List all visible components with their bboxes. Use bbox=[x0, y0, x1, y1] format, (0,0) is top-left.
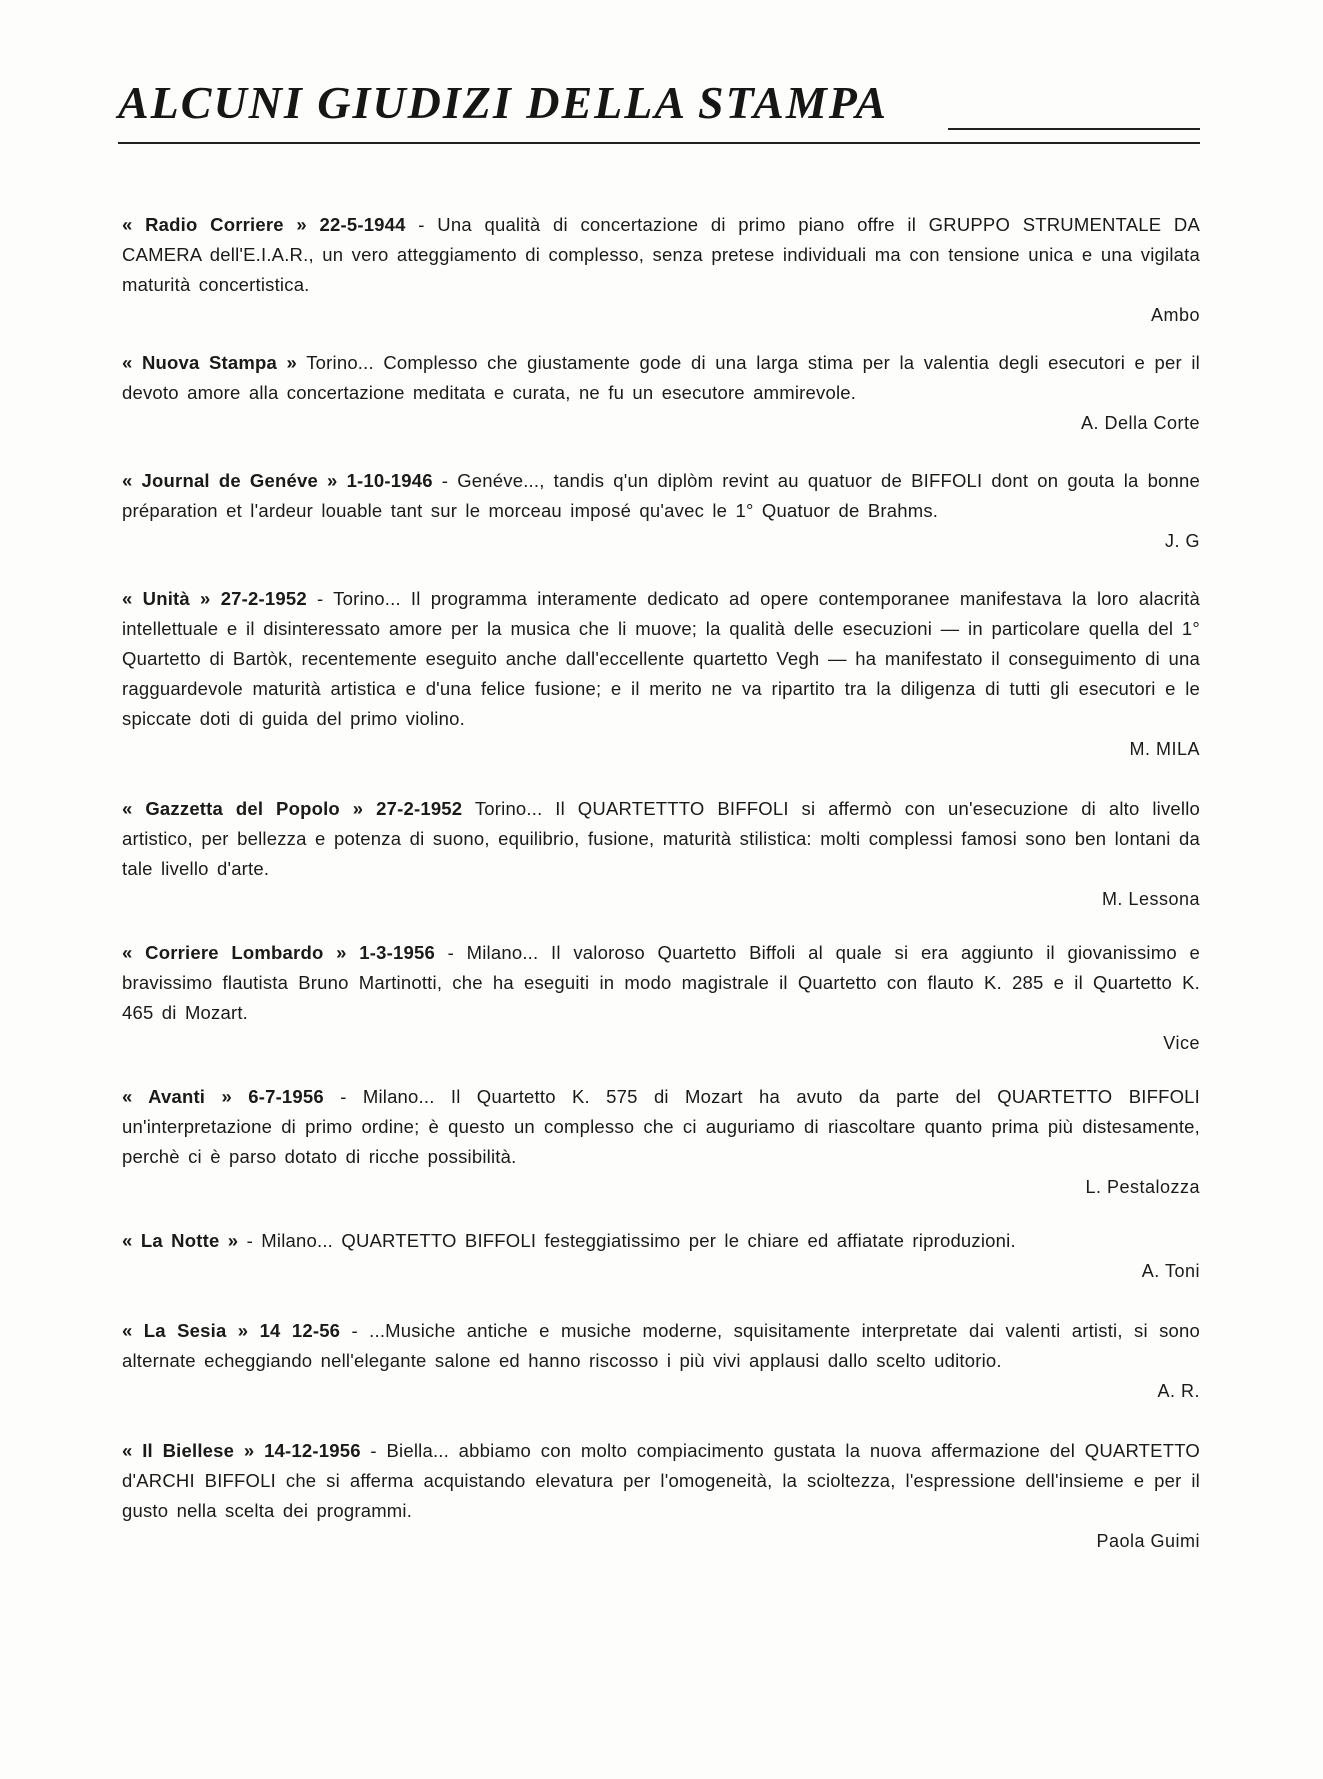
review-date: 22-5-1944 bbox=[319, 214, 406, 235]
review-source: « Il Biellese » bbox=[122, 1440, 255, 1461]
header-rule bbox=[118, 142, 1200, 144]
page-title: ALCUNI GIUDIZI DELLA STAMPA bbox=[118, 77, 889, 128]
review-body: - Una qualità di concertazione di primo piano offre il GRUPPO STRUMENTALE DA CAMERA dell'E.I.A.R., un vero atteggiamento di complesso, senza pretese individuali ma con tensione unica e una vigilata maturità concertistica. bbox=[122, 214, 1200, 295]
review-item bbox=[122, 1082, 1200, 1226]
review-text-block bbox=[122, 466, 1200, 526]
review-date: 1-3-1956 bbox=[359, 942, 435, 963]
review-body: - Genéve..., tandis q'un diplòm revint au quatuor de BIFFOLI dont on gouta la bonne préparation et l'ardeur louable tant sur le morceau imposé qu'avec le 1° Quatuor de Brahms. bbox=[122, 470, 1201, 521]
review-text-block bbox=[122, 1082, 1200, 1172]
review-source: « Gazzetta del Popolo » bbox=[122, 798, 364, 819]
review-body: - ...Musiche antiche e musiche moderne, squisitamente interpretate dai valenti artisti, si sono alternate echeggiando nell'elegante salone ed hanno riscosso i più vivi applausi dallo scelto uditorio. bbox=[122, 1320, 1200, 1371]
review-author: Paola Guimi bbox=[1096, 1531, 1200, 1551]
review-item bbox=[122, 348, 1200, 466]
review-date: 27-2-1952 bbox=[376, 798, 463, 819]
review-item bbox=[122, 938, 1200, 1082]
review-text-block bbox=[122, 1316, 1200, 1376]
header bbox=[118, 76, 1198, 156]
review-item bbox=[122, 584, 1200, 794]
review-source: « Avanti » bbox=[122, 1086, 232, 1107]
review-date: 27-2-1952 bbox=[220, 588, 307, 609]
review-date: 14 12-56 bbox=[259, 1320, 341, 1341]
review-body: Torino... Complesso che giustamente gode di una larga stima per la valentia degli esecutori e per il devoto amore alla concertazione meditata e curata, ne fu un esecutore ammirevole. bbox=[122, 352, 1200, 403]
review-source: « La Notte » bbox=[122, 1230, 239, 1251]
review-author: L. Pestalozza bbox=[1085, 1177, 1200, 1197]
review-author: M. Lessona bbox=[1101, 889, 1200, 909]
review-date: 6-7-1956 bbox=[248, 1086, 324, 1107]
review-body: - Biella... abbiamo con molto compiacimento gustata la nuova affermazione del QUARTETTO d'ARCHI BIFFOLI che si afferma acquistando elevatura per l'omogeneità, la scioltezza, l'espressione dell'insieme e per il gusto nella scelta dei programmi. bbox=[122, 1440, 1200, 1521]
review-item bbox=[122, 1316, 1200, 1436]
review-text-block bbox=[122, 938, 1200, 1028]
review-source: « Journal de Genéve » bbox=[122, 470, 338, 491]
review-date: 1-10-1946 bbox=[346, 470, 433, 491]
review-author: Ambo bbox=[1150, 305, 1200, 325]
review-body: - Milano... Il valoroso Quartetto Biffoli al quale si era aggiunto il giovanissimo e bravissimo flautista Bruno Martinotti, che ha eseguiti in modo magistrale il Quartetto con flauto K. 285 e il Quartetto K. 465 di Mozart. bbox=[122, 942, 1200, 1023]
review-author: A. Toni bbox=[1141, 1261, 1200, 1281]
review-text-block bbox=[122, 210, 1200, 300]
review-text-block bbox=[122, 794, 1200, 884]
review-item bbox=[122, 1226, 1200, 1316]
title-underline bbox=[948, 128, 1200, 130]
review-date: 14-12-1956 bbox=[264, 1440, 361, 1461]
review-source: « Nuova Stampa » bbox=[122, 352, 298, 373]
review-item bbox=[122, 210, 1200, 348]
review-item bbox=[122, 794, 1200, 938]
review-item bbox=[122, 1436, 1200, 1586]
review-author: A. R. bbox=[1157, 1381, 1200, 1401]
review-text-block bbox=[122, 584, 1200, 734]
review-author: A. Della Corte bbox=[1080, 413, 1200, 433]
review-author: Vice bbox=[1163, 1033, 1200, 1053]
review-text-block bbox=[122, 348, 1200, 408]
review-source: « Corriere Lombardo » bbox=[122, 942, 347, 963]
review-body: - Milano... QUARTETTO BIFFOLI festeggiatissimo per le chiare ed affiatate riproduzioni. bbox=[246, 1230, 1016, 1251]
review-item bbox=[122, 466, 1200, 584]
review-source: « La Sesia » bbox=[122, 1320, 249, 1341]
review-source: « Unità » bbox=[122, 588, 211, 609]
review-body: Torino... Il QUARTETTTO BIFFOLI si affermò con un'esecuzione di alto livello artistico, per bellezza e potenza di suono, equilibrio, fusione, maturità stilistica: molti complessi famosi sono ben lontani da tale livello d'arte. bbox=[122, 798, 1200, 879]
review-body: - Torino... Il programma interamente dedicato ad opere contemporanee manifestava la loro alacrità intellettuale e il disinteressato amore per la musica che li muove; la qualità delle esecuzioni — in particolare quella del 1° Quartetto di Bartòk, recentemente eseguito anche dall'eccellente quartetto Vegh — ha manifestato il conseguimento di una ragguardevole maturità artistica e d'una felice fusione; e il merito ne va ripartito tra la diligenza di tutti gli esecutori e le spiccate doti di guida del primo violino. bbox=[122, 588, 1200, 729]
review-text-block bbox=[122, 1436, 1200, 1526]
review-source: « Radio Corriere » bbox=[122, 214, 307, 235]
reviews-list bbox=[122, 210, 1200, 1586]
review-text-block bbox=[122, 1226, 1200, 1256]
review-body: - Milano... Il Quartetto K. 575 di Mozart ha avuto da parte del QUARTETTO BIFFOLI un'interpretazione di primo ordine; è questo un complesso che ci auguriamo di riascoltare quanto prima più distesamente, perchè ci è parso dotato di ricche possibilità. bbox=[122, 1086, 1200, 1167]
review-author: M. MILA bbox=[1129, 739, 1200, 759]
review-author: J. G bbox=[1164, 531, 1200, 551]
